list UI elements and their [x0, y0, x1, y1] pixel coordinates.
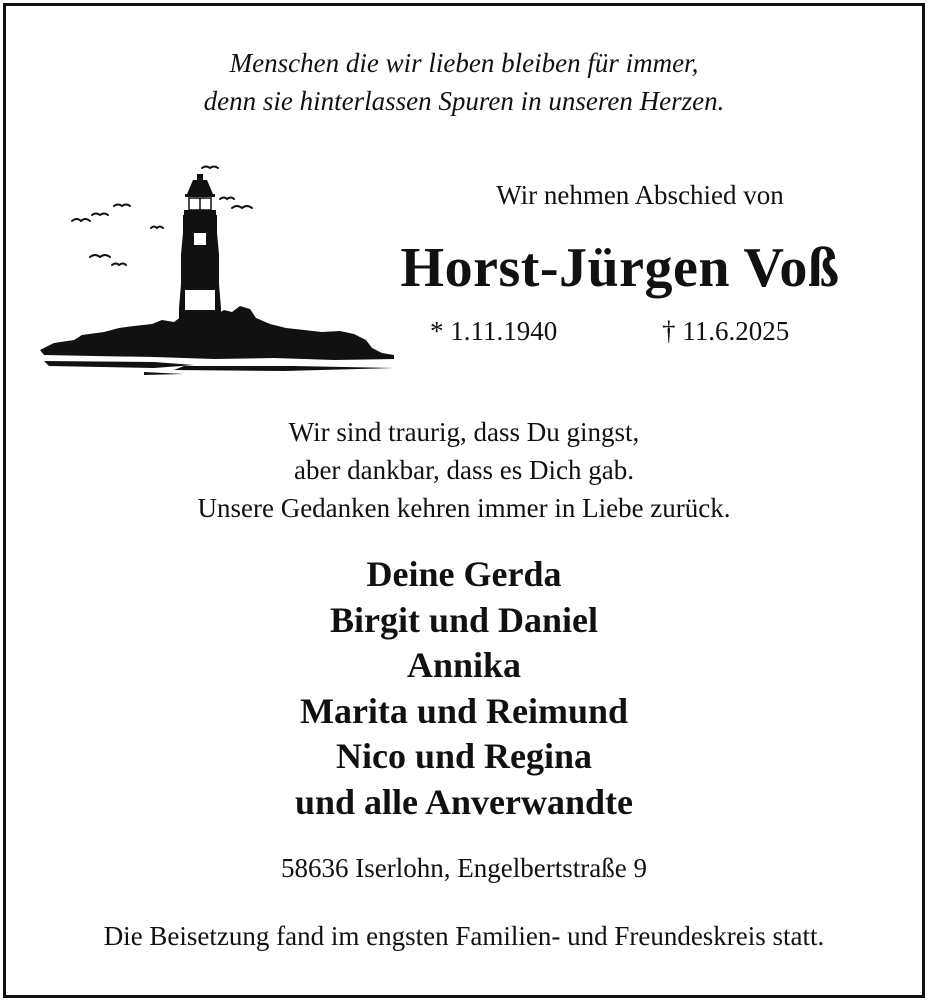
seagulls [72, 167, 252, 266]
poem-line: Wir sind traurig, dass Du gingst, [288, 417, 640, 447]
family-line: Nico und Regina [335, 736, 593, 776]
funeral-note: Die Beisetzung fand im engsten Familien- und Freundeskreis statt. [103, 921, 825, 951]
motto-line: Menschen die wir lieben bleiben für immer, [229, 48, 699, 78]
motto-line: denn sie hinterlassen Spuren in unseren Herzen. [203, 86, 725, 116]
waves [44, 361, 394, 375]
intro-text: Wir nehmen Abschied von [496, 180, 784, 210]
poem-line: Unsere Gedanken kehren immer in Liebe zurück. [197, 493, 731, 523]
motto [0, 44, 928, 120]
family-line: Deine Gerda [366, 554, 562, 594]
birth-date: * 1.11.1940 [430, 316, 558, 346]
family-line: Marita und Reimund [299, 690, 629, 731]
family-line: Annika [406, 645, 522, 685]
family-line: und alle Anverwandte [294, 781, 634, 822]
deceased-name: Horst-Jürgen Voß [400, 237, 840, 299]
lighthouse-icon [34, 160, 400, 375]
family-line: Birgit und Daniel [329, 599, 599, 640]
family-list [0, 552, 928, 825]
poem-line: aber dankbar, dass es Dich gab. [293, 455, 635, 485]
poem [0, 413, 928, 527]
rocks [40, 306, 394, 360]
address: 58636 Iserlohn, Engelbertstraße 9 [281, 853, 647, 883]
death-date: † 11.6.2025 [662, 316, 790, 346]
